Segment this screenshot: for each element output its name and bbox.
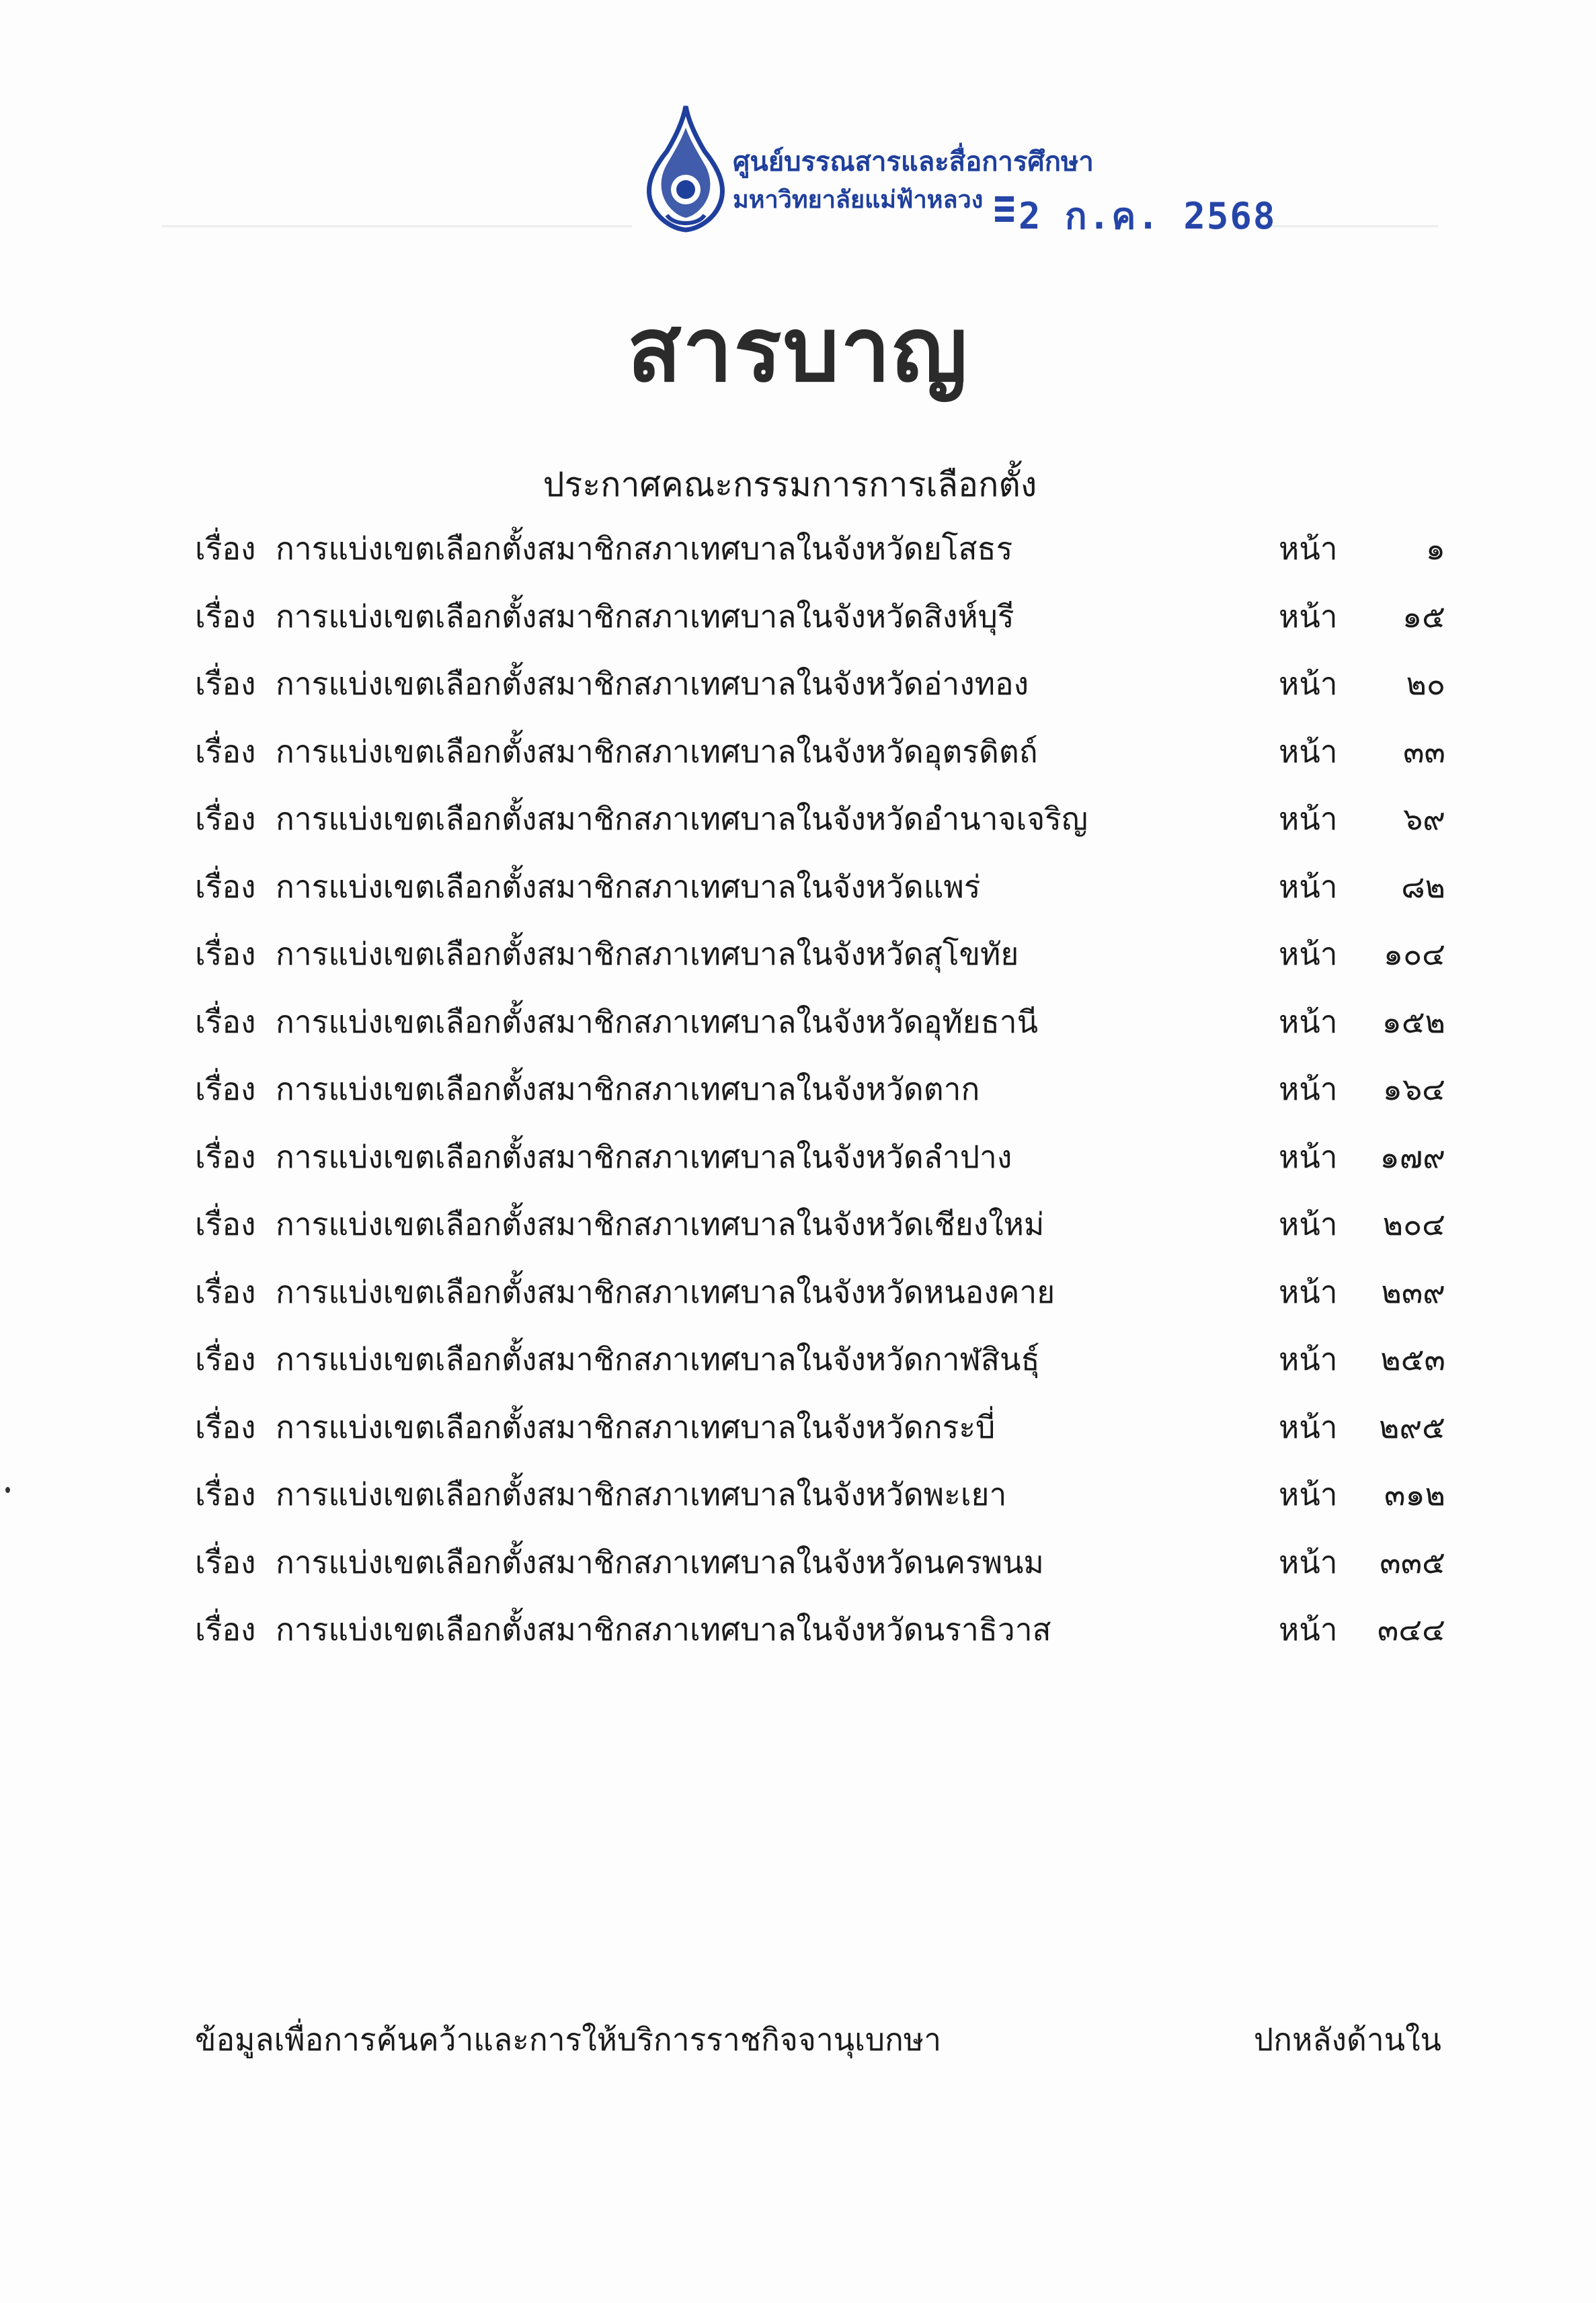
stamp-library-name: ศูนย์บรรณสารและสื่อการศึกษา xyxy=(733,147,1094,177)
toc-prefix: เรื่อง xyxy=(195,1003,256,1040)
toc-row xyxy=(195,1470,1445,1538)
toc-row xyxy=(195,1335,1445,1403)
toc-subject: การแบ่งเขตเลือกตั้งสมาชิกสภาเทศบาลในจังหวัดนครพนม xyxy=(276,1543,1044,1580)
show-through-line xyxy=(1264,225,1439,227)
toc-row xyxy=(195,1605,1445,1673)
toc-page-number: ๑๐๔ xyxy=(1383,936,1445,972)
toc-prefix: เรื่อง xyxy=(195,1611,256,1648)
toc-page-label: หน้า xyxy=(1279,1543,1338,1580)
page-title: สารบาญ xyxy=(627,298,969,402)
toc-prefix: เรื่อง xyxy=(195,1408,256,1445)
toc-page-label: หน้า xyxy=(1279,1476,1338,1512)
table-of-contents xyxy=(195,524,1445,1673)
toc-page-label: หน้า xyxy=(1279,801,1338,837)
section-heading: ประกาศคณะกรรมการการเลือกตั้ง xyxy=(543,465,1037,504)
toc-prefix: เรื่อง xyxy=(195,1206,256,1242)
toc-prefix: เรื่อง xyxy=(195,801,256,837)
toc-page-number: ๑๕๒ xyxy=(1382,1003,1445,1040)
toc-row xyxy=(195,524,1445,592)
toc-row xyxy=(195,930,1445,998)
toc-subject: การแบ่งเขตเลือกตั้งสมาชิกสภาเทศบาลในจังหวัดกาฬสินธุ์ xyxy=(276,1341,1040,1377)
toc-subject: การแบ่งเขตเลือกตั้งสมาชิกสภาเทศบาลในจังหวัดตาก xyxy=(276,1071,980,1107)
toc-subject: การแบ่งเขตเลือกตั้งสมาชิกสภาเทศบาลในจังหวัดลำปาง xyxy=(276,1138,1012,1175)
toc-subject: การแบ่งเขตเลือกตั้งสมาชิกสภาเทศบาลในจังหวัดกระบี่ xyxy=(276,1408,996,1445)
toc-subject: การแบ่งเขตเลือกตั้งสมาชิกสภาเทศบาลในจังหวัดแพร่ xyxy=(276,868,981,905)
university-emblem-icon xyxy=(632,101,740,235)
toc-page-number: ๒๐๔ xyxy=(1382,1206,1445,1242)
toc-subject: การแบ่งเขตเลือกตั้งสมาชิกสภาเทศบาลในจังหวัดสิงห์บุรี xyxy=(276,598,1014,635)
stamp-bars-icon xyxy=(995,195,1014,223)
toc-row xyxy=(195,1538,1445,1606)
toc-page-label: หน้า xyxy=(1279,1003,1338,1040)
toc-page-number: ๖๙ xyxy=(1403,801,1445,837)
toc-page-number: ๒๙๕ xyxy=(1379,1408,1445,1445)
toc-prefix: เรื่อง xyxy=(195,1476,256,1512)
toc-subject: การแบ่งเขตเลือกตั้งสมาชิกสภาเทศบาลในจังหวัดอำนาจเจริญ xyxy=(276,801,1088,837)
toc-prefix: เรื่อง xyxy=(195,1543,256,1580)
toc-page-number: ๓๓ xyxy=(1403,733,1445,770)
toc-row xyxy=(195,1268,1445,1336)
toc-subject: การแบ่งเขตเลือกตั้งสมาชิกสภาเทศบาลในจังหวัดยโสธร xyxy=(276,530,1013,567)
toc-page-number: ๑๕ xyxy=(1402,598,1445,635)
footer-source-note: ข้อมูลเพื่อการค้นคว้าและการให้บริการราชกิจจานุเบกษา xyxy=(195,2021,942,2058)
toc-subject: การแบ่งเขตเลือกตั้งสมาชิกสภาเทศบาลในจังหวัดพะเยา xyxy=(276,1476,1007,1512)
toc-row xyxy=(195,1065,1445,1133)
toc-subject: การแบ่งเขตเลือกตั้งสมาชิกสภาเทศบาลในจังหวัดอุทัยธานี xyxy=(276,1003,1039,1040)
toc-page-label: หน้า xyxy=(1279,1138,1338,1175)
toc-prefix: เรื่อง xyxy=(195,1138,256,1175)
footer-page-position: ปกหลังด้านใน xyxy=(1253,2021,1441,2058)
toc-page-label: หน้า xyxy=(1279,1273,1338,1310)
toc-page-label: หน้า xyxy=(1279,1071,1338,1107)
toc-prefix: เรื่อง xyxy=(195,530,256,567)
toc-row xyxy=(195,862,1445,930)
stamp-received-date: 2 ก.ค. 2568 xyxy=(1019,195,1277,237)
stamp-university-name: มหาวิทยาลัยแม่ฟ้าหลวง xyxy=(733,186,984,214)
toc-row xyxy=(195,1200,1445,1268)
library-receipt-stamp xyxy=(632,101,1277,242)
toc-page-label: หน้า xyxy=(1279,1341,1338,1377)
toc-page-number: ๓๔๔ xyxy=(1377,1611,1445,1648)
toc-prefix: เรื่อง xyxy=(195,733,256,770)
toc-page-number: ๒๕๓ xyxy=(1380,1341,1445,1377)
toc-page-number: ๒๓๙ xyxy=(1381,1273,1445,1310)
toc-page-number: ๑ xyxy=(1425,530,1445,567)
toc-page-number: ๑๗๙ xyxy=(1380,1138,1445,1175)
toc-page-label: หน้า xyxy=(1279,936,1338,972)
toc-prefix: เรื่อง xyxy=(195,1341,256,1377)
toc-page-label: หน้า xyxy=(1279,1206,1338,1242)
toc-row xyxy=(195,1403,1445,1471)
toc-page-label: หน้า xyxy=(1279,1408,1338,1445)
toc-prefix: เรื่อง xyxy=(195,598,256,635)
toc-subject: การแบ่งเขตเลือกตั้งสมาชิกสภาเทศบาลในจังหวัดสุโขทัย xyxy=(276,936,1019,972)
scan-speck xyxy=(5,1487,10,1493)
toc-page-number: ๘๒ xyxy=(1401,868,1445,905)
show-through-line xyxy=(161,225,632,227)
toc-page-label: หน้า xyxy=(1279,598,1338,635)
toc-page-number: ๓๑๒ xyxy=(1384,1476,1445,1512)
toc-prefix: เรื่อง xyxy=(195,665,256,702)
toc-row xyxy=(195,1133,1445,1201)
toc-page-label: หน้า xyxy=(1279,868,1338,905)
toc-page-number: ๒๐ xyxy=(1406,665,1445,702)
toc-prefix: เรื่อง xyxy=(195,1273,256,1310)
toc-prefix: เรื่อง xyxy=(195,868,256,905)
toc-row xyxy=(195,795,1445,862)
toc-page-number: ๓๓๕ xyxy=(1380,1543,1445,1580)
toc-page-label: หน้า xyxy=(1279,530,1338,567)
toc-subject: การแบ่งเขตเลือกตั้งสมาชิกสภาเทศบาลในจังหวัดเชียงใหม่ xyxy=(276,1206,1045,1242)
toc-row xyxy=(195,659,1445,727)
toc-subject: การแบ่งเขตเลือกตั้งสมาชิกสภาเทศบาลในจังหวัดนราธิวาส xyxy=(276,1611,1051,1648)
toc-page-number: ๑๖๔ xyxy=(1382,1071,1445,1107)
toc-subject: การแบ่งเขตเลือกตั้งสมาชิกสภาเทศบาลในจังหวัดอ่างทอง xyxy=(276,665,1029,702)
toc-subject: การแบ่งเขตเลือกตั้งสมาชิกสภาเทศบาลในจังหวัดหนองคาย xyxy=(276,1273,1055,1310)
toc-row xyxy=(195,727,1445,795)
toc-prefix: เรื่อง xyxy=(195,1071,256,1107)
toc-page-label: หน้า xyxy=(1279,1611,1338,1648)
toc-row xyxy=(195,998,1445,1065)
toc-page-label: หน้า xyxy=(1279,733,1338,770)
toc-prefix: เรื่อง xyxy=(195,936,256,972)
toc-subject: การแบ่งเขตเลือกตั้งสมาชิกสภาเทศบาลในจังหวัดอุตรดิตถ์ xyxy=(276,733,1038,770)
toc-row xyxy=(195,592,1445,660)
toc-page-label: หน้า xyxy=(1279,665,1338,702)
